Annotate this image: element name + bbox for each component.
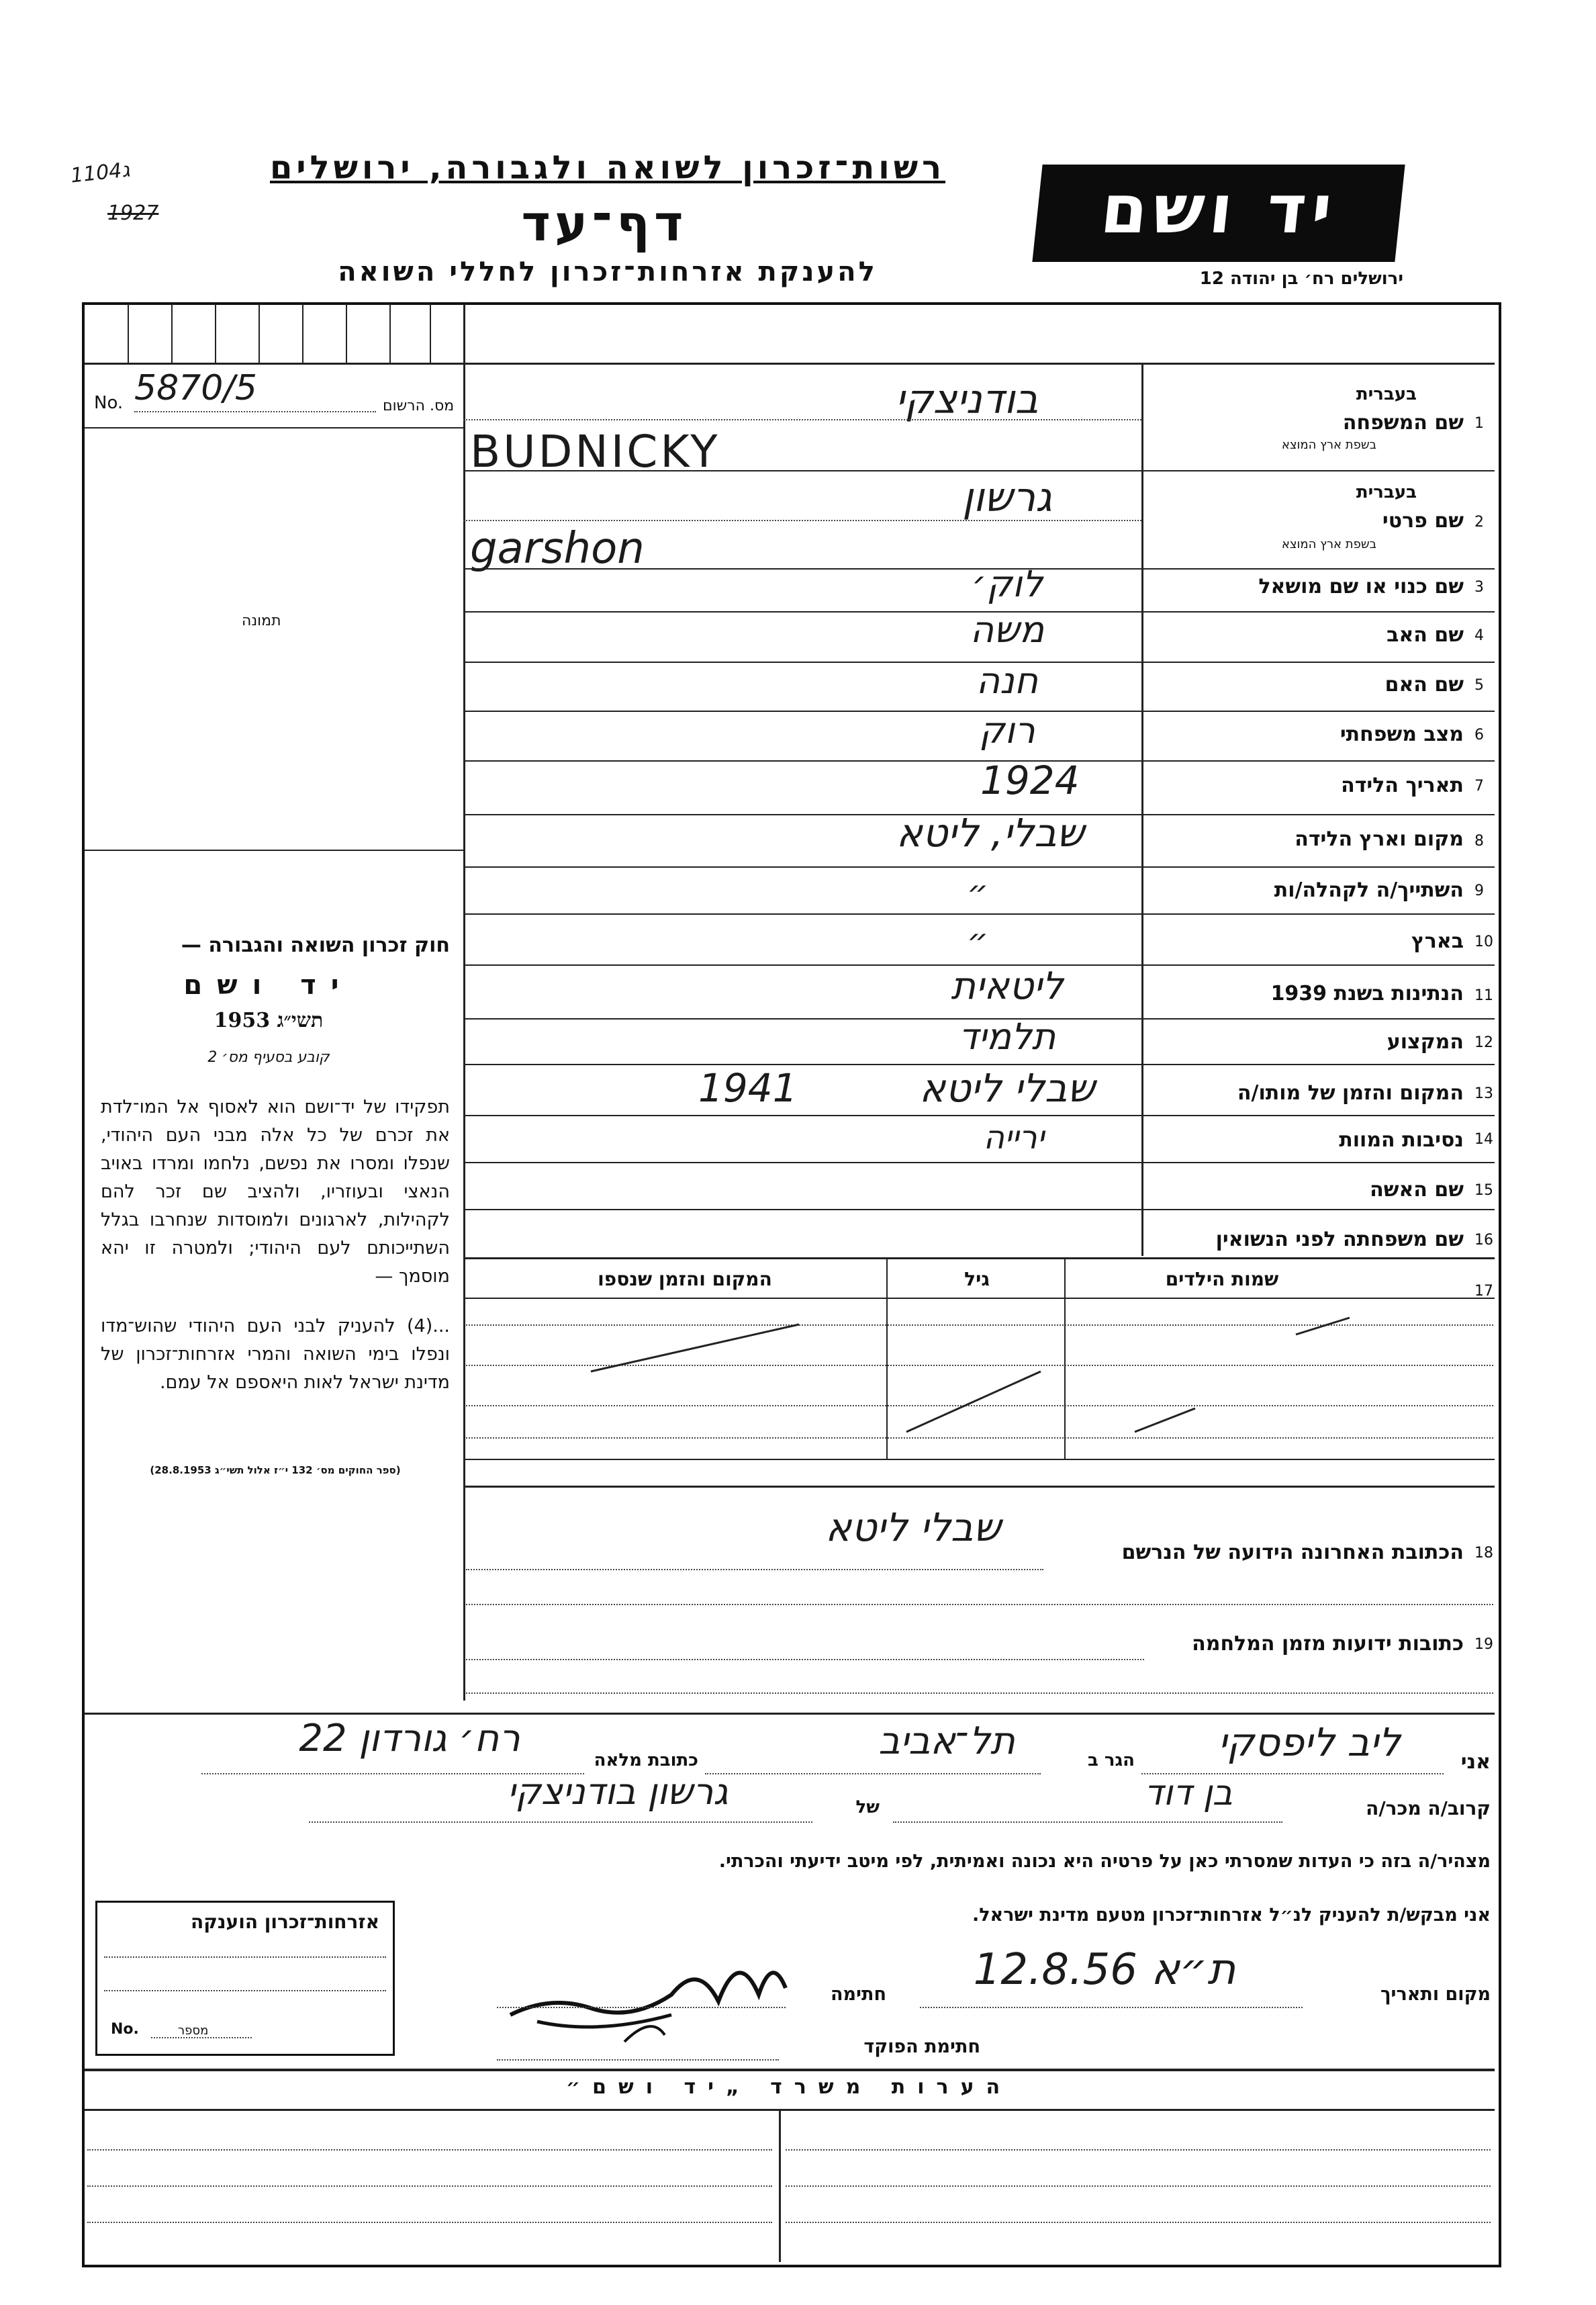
authority-title: רשות־זכרון לשואה ולגבורה, ירושלים bbox=[269, 149, 946, 187]
logo-text: יד ושם bbox=[1097, 170, 1342, 248]
field-11-label: הנתינות בשנת 1939 bbox=[1270, 982, 1464, 1005]
field-13-value-place: שבלי ליטא bbox=[919, 1065, 1095, 1111]
field-1-value-hebrew: בודניצקי bbox=[895, 376, 1039, 423]
of-name: גרשון בודניצקי bbox=[507, 1770, 729, 1813]
declarant-signature bbox=[497, 1934, 792, 2048]
field-12-value: תלמיד bbox=[958, 1015, 1056, 1058]
field-14-label: נסיבות המוות bbox=[1339, 1128, 1464, 1152]
field-1-sublabel-origin: בשפת ארץ המוצא bbox=[1281, 438, 1376, 452]
certificate-box bbox=[95, 1901, 395, 2056]
registration-label: מס. הרשום bbox=[383, 398, 455, 414]
field-12-label: המקצוע bbox=[1387, 1030, 1464, 1054]
children-header-age: גיל bbox=[964, 1268, 990, 1290]
yad-vashem-logo bbox=[1032, 165, 1405, 262]
photo-label: תמונה bbox=[242, 613, 281, 629]
field-7-value: 1924 bbox=[980, 758, 1080, 803]
declarant-name: ליב ליפסקי bbox=[1218, 1719, 1401, 1765]
field-10-value: ״ bbox=[967, 921, 989, 960]
children-header-names: שמות הילדים bbox=[1165, 1268, 1279, 1290]
field-7-label: תאריך הלידה bbox=[1341, 774, 1464, 797]
top-strip-line bbox=[85, 363, 1495, 365]
field-9-value: ״ bbox=[967, 873, 989, 912]
certificate-title: אזרחות־זכרון הוענקה bbox=[191, 1911, 379, 1933]
declaration-ani: אני bbox=[1460, 1750, 1491, 1774]
field-13-label: המקום והזמן של מותו/ה bbox=[1237, 1081, 1464, 1105]
city: תל־אביב bbox=[878, 1719, 1015, 1763]
field-18-value: שבלי ליטא bbox=[825, 1504, 1001, 1550]
law-name: יד ושם bbox=[183, 970, 354, 1001]
field-4-label: שם האב bbox=[1387, 623, 1464, 647]
declaration-request: אני מבקש/ת להעניק לנ״ל אזרחות־זכרון מטעם מדינת ישראל. bbox=[972, 1905, 1491, 1926]
lives-in-label: הגר ב bbox=[1087, 1750, 1135, 1770]
relation: בן דוד bbox=[1144, 1773, 1233, 1813]
law-source: (ספר החוקים מס׳ 132 י״ז אלול תשי״ג 28.8.1953) bbox=[150, 1464, 401, 1476]
field-2-sublabel-origin: בשפת ארץ המוצא bbox=[1281, 537, 1376, 551]
label-column-divider bbox=[1141, 363, 1143, 1256]
field-6-label: מצב משפחתי bbox=[1340, 723, 1464, 746]
field-3-label: שם כנוי או שם מושאל bbox=[1258, 575, 1464, 598]
no-label: No. bbox=[94, 393, 124, 413]
page-subtitle: להענקת אזרחות־זכרון לחללי השואה bbox=[338, 257, 878, 287]
field-15-label: שם האשה bbox=[1370, 1178, 1464, 1202]
registration-number: 5870/5 bbox=[134, 368, 257, 408]
law-paragraph-1: תפקידו של יד־ושם הוא לאסוף אל המו־לדת את זכרם של כל אלה מבני העם היהודי, שנפלו ומסרו את נפשם, נלחמו ומרדו באויב הנאצי ובעוזריו, ולהציב שם זכר להם לקהילות, לארגונים ולמוסדות שנחרבו בגלל השתייכותם לעם היהודי; ולמטרה זו יהא מוסמך — bbox=[101, 1097, 450, 1287]
place-date: ת״א 12.8.56 bbox=[973, 1945, 1236, 1995]
logo-address: ירושלים רח׳ בן יהודה 12 bbox=[1199, 269, 1403, 289]
field-9-label: השתייך/ה לקהלה/ות bbox=[1274, 878, 1464, 902]
officer-signature-label: חתימת הפוקד bbox=[863, 2036, 980, 2057]
law-clause: קובע בסעיף מס׳ 2 bbox=[207, 1049, 330, 1066]
left-column-divider bbox=[463, 304, 465, 1701]
field-2-value-hebrew: גרשון bbox=[962, 474, 1052, 521]
office-notes-divider bbox=[779, 2110, 781, 2262]
law-paragraph-2: ...(4) להעניק לבני העם היהודי שהוש־מדו ונפלו בימי השואה והמרי אזרחות־זכרון של מדינת ישראל לאות היאספם אל עמם. bbox=[101, 1316, 450, 1393]
field-6-value: רוק bbox=[979, 709, 1035, 752]
field-11-value: ליטאית bbox=[951, 964, 1064, 1008]
field-14-value: ירייה bbox=[983, 1119, 1045, 1157]
field-5-label: שם האם bbox=[1384, 673, 1464, 696]
signature-label: חתימה bbox=[830, 1984, 886, 2005]
field-2-sublabel-hebrew: בעברית bbox=[1356, 482, 1417, 502]
office-notes-top bbox=[85, 2069, 1495, 2071]
field-2-label: שם פרטי bbox=[1382, 509, 1464, 533]
certificate-number-label: מספר bbox=[178, 2024, 209, 2038]
field-1-sublabel-hebrew: בעברית bbox=[1356, 384, 1417, 404]
place-date-label: מקום ותאריך bbox=[1380, 1984, 1491, 2005]
field-5-value: חנה bbox=[976, 660, 1039, 702]
field-16-label: שם משפחתה לפני הנשואין bbox=[1215, 1228, 1464, 1251]
field-4-value: משה bbox=[970, 608, 1045, 651]
field-1-number: 1 bbox=[1474, 415, 1484, 432]
margin-note-struck: 1927 bbox=[107, 201, 159, 225]
law-heading: חוק זכרון השואה והגבורה — bbox=[181, 934, 450, 957]
children-strike-marks bbox=[463, 1298, 1495, 1459]
field-2-number: 2 bbox=[1474, 514, 1484, 531]
field-3-value: לוק׳ bbox=[971, 563, 1043, 605]
children-header-place: המקום והזמן שנספו bbox=[598, 1268, 772, 1290]
field-1-label: שם המשפחה bbox=[1342, 411, 1464, 435]
field-10-label: בארץ bbox=[1411, 930, 1464, 953]
full-address-label: כתובת מלאה bbox=[594, 1750, 698, 1770]
office-notes-title: הערות משרד „יד ושם״ bbox=[565, 2075, 1013, 2099]
field-19-label: כתובות ידועות מזמן המלחמה bbox=[1192, 1632, 1464, 1656]
of-label: של bbox=[855, 1797, 880, 1817]
relation-label: קרוב/ה מכר/ה bbox=[1366, 1797, 1491, 1819]
field-8-value: שבלי, ליטא bbox=[896, 810, 1084, 856]
margin-note: 1104ג bbox=[69, 158, 132, 188]
certificate-no-label: No. bbox=[111, 2021, 139, 2038]
page-title: דף־עד bbox=[521, 195, 688, 253]
field-2-value-latin: garshon bbox=[470, 524, 645, 574]
field-1-value-latin: BUDNICKY bbox=[470, 426, 720, 478]
law-year: תשי״ג 1953 bbox=[214, 1009, 324, 1032]
full-address: רח׳ גורדון 22 bbox=[299, 1717, 520, 1760]
field-8-label: מקום וארץ הלידה bbox=[1295, 827, 1464, 851]
field-13-value-year: 1941 bbox=[698, 1065, 798, 1111]
field-18-label: הכתובת האחרונה הידועה של הנרשם bbox=[1121, 1541, 1464, 1564]
field-17-number: 17 bbox=[1474, 1283, 1493, 1300]
declaration-statement: מצהיר/ה בזה כי העדות שמסרתי כאן על פרטיה היא נכונה ואמיתית, לפי מיטב ידיעתי והכרתי. bbox=[718, 1851, 1491, 1872]
